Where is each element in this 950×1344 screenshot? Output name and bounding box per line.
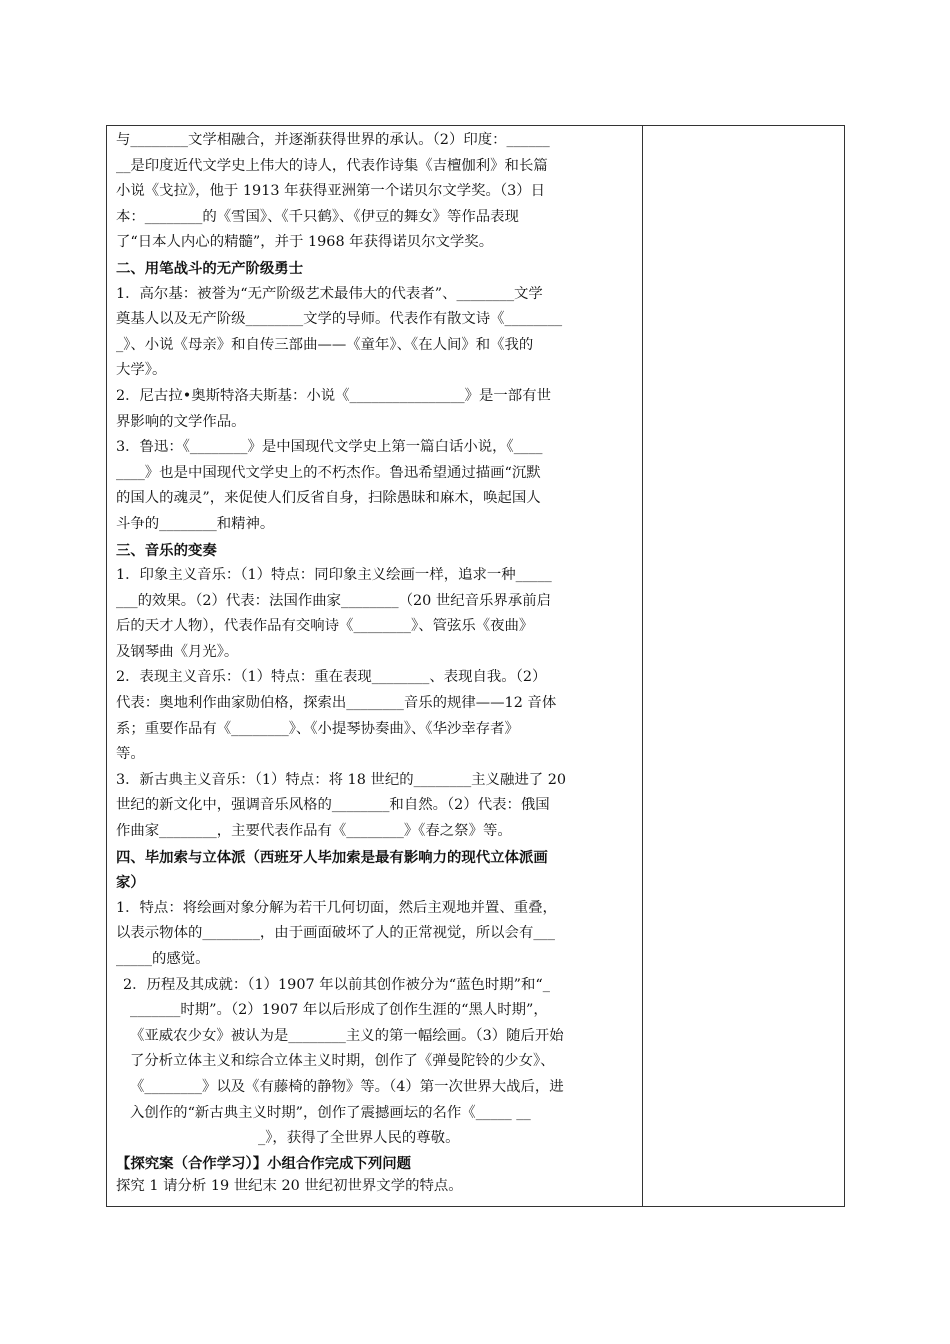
text-line: ___的效果。（2）代表：法国作曲家________（20 世纪音乐界承前启: [116, 592, 551, 609]
column-divider: [642, 126, 643, 1206]
text-line: 奠基人以及无产阶级________文学的导师。代表作有散文诗《________: [116, 311, 563, 328]
text-line: 入创作的“新古典主义时期”，创作了震撼画坛的名作《_____ __: [130, 1104, 531, 1121]
text-line: 以表示物体的________，由于画面破坏了人的正常视觉，所以会有___: [116, 925, 555, 942]
text-line: 《亚威农少女》被认为是________主义的第一幅绘画。（3）随后开始: [130, 1027, 564, 1044]
text-line: 斗争的________和精神。: [116, 515, 275, 532]
text-line: 代表：奥地利作曲家勋伯格，探索出________音乐的规律——12 音体: [116, 695, 557, 712]
inquiry-heading: 【探究案（合作学习）】小组合作完成下列问题: [116, 1154, 412, 1172]
text-line: 后的天才人物），代表作品有交响诗《________》、管弦乐《夜曲》: [116, 618, 534, 635]
section-heading-continued: 家）: [116, 874, 145, 892]
text-line: __是印度近代文学史上伟大的诗人，代表作诗集《吉檀伽利》和长篇: [116, 157, 548, 174]
text-line: 大学》。: [116, 362, 167, 379]
text-line: 本：________的《雪国》、《千只鹤》、《伊豆的舞女》等作品表现: [116, 208, 519, 225]
text-line: _》、小说《母亲》和自传三部曲——《童年》、《在人间》和《我的: [116, 336, 534, 353]
text-line: 了分析立体主义和综合立体主义时期，创作了《弹曼陀铃的少女》、: [130, 1053, 555, 1070]
text-line: 2．尼古拉•奥斯特洛夫斯基：小说《________________》是一部有世: [116, 387, 551, 404]
text-line: 系；重要作品有《________》、《小提琴协奏曲》、《华沙幸存者》: [116, 720, 519, 737]
text-line: 等。: [116, 746, 145, 763]
text-line: 世纪的新文化中，强调音乐风格的________和自然。（2）代表：俄国: [116, 797, 550, 814]
main-content-cell: [116, 128, 634, 1198]
text-line: 及钢琴曲《月光》。: [116, 643, 239, 660]
text-line: 界影响的文学作品。: [116, 413, 246, 430]
text-line: 小说《戈拉》，他于 1913 年获得亚洲第一个诺贝尔文学奖。（3）日: [116, 183, 546, 200]
text-line: 1．特点：将绘画对象分解为若干几何切面，然后主观地并置、重叠，: [116, 899, 557, 916]
section-heading: 二、用笔战斗的无产阶级勇士: [116, 259, 304, 277]
text-line: 2．表现主义音乐：（1）特点：重在表现________、表现自我。（2）: [116, 669, 547, 686]
text-line: 的国人的魂灵”，来促使人们反省自身，扫除愚昧和麻木，唤起国人: [116, 490, 541, 507]
text-line: _____的感觉。: [116, 951, 210, 967]
text-line: _》，获得了全世界人民的尊敬。: [258, 1130, 460, 1147]
text-line: 作曲家________，主要代表作品有《________》《春之祭》等。: [116, 823, 512, 840]
text-line: ____》也是中国现代文学史上的不朽杰作。鲁迅希望通过描画“沉默: [116, 464, 541, 481]
text-line: 与________文学相融合，并逐渐获得世界的承认。（2）印度：______: [116, 132, 550, 148]
text-line: 了“日本人内心的精髓”，并于 1968 年获得诺贝尔文学奖。: [116, 234, 494, 251]
text-line: 1．高尔基：被誉为“无产阶级艺术最伟大的代表者”、________文学: [116, 285, 543, 302]
section-heading: 四、毕加索与立体派（西班牙人毕加索是最有影响力的现代立体派画: [116, 848, 548, 866]
text-line: 3．鲁迅：《________》是中国现代文学史上第一篇白话小说，《____: [116, 439, 543, 456]
inquiry-question: 探究 1 请分析 19 世纪末 20 世纪初世界文学的特点。: [116, 1177, 463, 1194]
text-line: _______时期”。（2）1907 年以后形成了创作生涯的“黑人时期”，: [130, 1002, 548, 1019]
text-line: 3．新古典主义音乐：（1）特点：将 18 世纪的________主义融进了 20: [116, 771, 567, 788]
worksheet-table: [106, 125, 845, 1207]
text-line: 2．历程及其成就：（1）1907 年以前其创作被分为“蓝色时期”和“_: [123, 976, 550, 993]
text-line: 《________》以及《有藤椅的静物》等。（4）第一次世界大战后，进: [130, 1078, 564, 1095]
text-line: 1．印象主义音乐：（1）特点：同印象主义绘画一样，追求一种_____: [116, 567, 552, 584]
section-heading: 三、音乐的变奏: [116, 541, 217, 559]
